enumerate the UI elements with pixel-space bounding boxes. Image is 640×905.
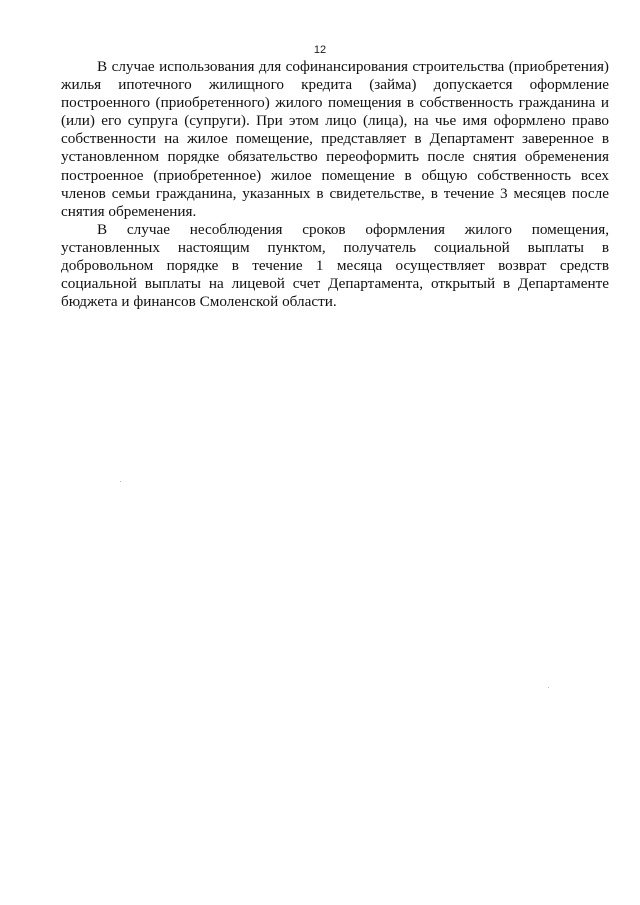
scan-speck — [548, 687, 549, 688]
paragraph-2: В случае несоблюдения сроков оформления жилого помещения, установленных настоящим пунктом, получатель социальной выплаты в добровольном порядке в течение 1 месяца осуществляет возврат средств социальной выплаты на лицевой счет Департамента, открытый в Департаменте бюджета и финансов Смоленской области. — [61, 220, 609, 311]
body-text — [61, 58, 609, 311]
page-number: 12 — [313, 44, 327, 56]
scan-speck — [120, 481, 121, 482]
paragraph-1: В случае использования для софинансирования строительства (приобретения) жилья ипотечного жилищного кредита (займа) допускается оформление построенного (приобретенного) жилого помещения в собственность гражданина и (или) его супруга (супруги). При этом лицо (лица), на чье имя оформлено право собственности на жилое помещение, представляет в Департамент заверенное в установленном порядке обязательство переоформить после снятия обременения построенное (приобретенное) жилое помещение в общую собственность всех членов семьи гражданина, указанных в свидетельстве, в течение 3 месяцев после снятия обременения. — [61, 58, 609, 220]
